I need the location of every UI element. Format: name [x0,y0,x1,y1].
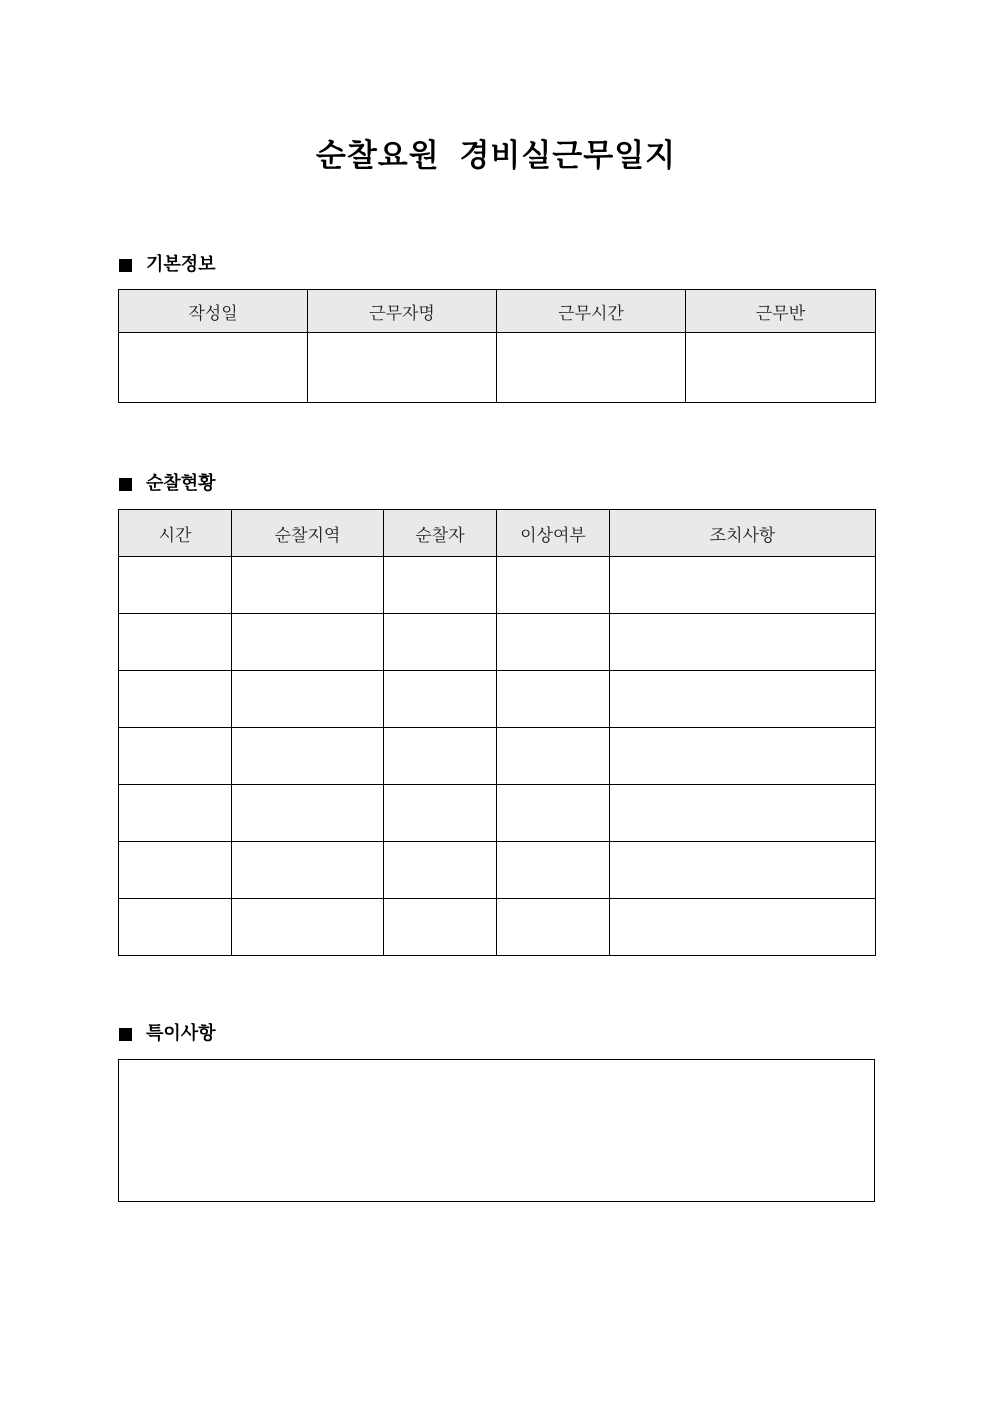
action-taken-cell[interactable] [610,671,876,728]
abnormality-cell[interactable] [497,728,610,785]
column-header-date: 작성일 [119,290,308,333]
time-cell[interactable] [119,614,232,671]
table-row [119,785,876,842]
column-header-abnormality: 이상여부 [497,510,610,557]
table-row [119,333,876,403]
square-bullet-icon [119,478,132,491]
patrol-status-table [118,509,876,956]
table-row [119,671,876,728]
action-taken-cell[interactable] [610,785,876,842]
patroller-cell[interactable] [384,899,497,956]
action-taken-cell[interactable] [610,557,876,614]
time-cell[interactable] [119,899,232,956]
action-taken-cell[interactable] [610,899,876,956]
patroller-cell[interactable] [384,557,497,614]
abnormality-cell[interactable] [497,842,610,899]
patrol-area-cell[interactable] [232,842,384,899]
time-cell[interactable] [119,671,232,728]
time-cell[interactable] [119,728,232,785]
table-row [119,899,876,956]
section-heading-patrol-status [119,472,216,496]
table-row [119,557,876,614]
patroller-cell[interactable] [384,728,497,785]
abnormality-cell[interactable] [497,785,610,842]
time-cell[interactable] [119,842,232,899]
patroller-cell[interactable] [384,842,497,899]
abnormality-cell[interactable] [497,557,610,614]
date-cell[interactable] [119,333,308,403]
square-bullet-icon [119,259,132,272]
patroller-cell[interactable] [384,671,497,728]
patrol-area-cell[interactable] [232,728,384,785]
patrol-area-cell[interactable] [232,614,384,671]
table-row [119,728,876,785]
patrol-area-cell[interactable] [232,671,384,728]
abnormality-cell[interactable] [497,671,610,728]
square-bullet-icon [119,1028,132,1041]
column-header-patroller: 순찰자 [384,510,497,557]
section-heading-basic-info [119,253,216,277]
section-heading-remarks [119,1022,216,1046]
action-taken-cell[interactable] [610,842,876,899]
time-cell[interactable] [119,557,232,614]
patrol-area-cell[interactable] [232,899,384,956]
action-taken-cell[interactable] [610,614,876,671]
table-header-row [119,510,876,557]
column-header-work-hours: 근무시간 [497,290,686,333]
table-row [119,614,876,671]
patrol-area-cell[interactable] [232,785,384,842]
abnormality-cell[interactable] [497,614,610,671]
section-heading-label: 특이사항 [146,1023,216,1044]
column-header-worker-name: 근무자명 [308,290,497,333]
document-title: 순찰요원 경비실근무일지 [315,138,677,174]
section-heading-label: 기본정보 [146,254,216,275]
action-taken-cell[interactable] [610,728,876,785]
section-heading-label: 순찰현황 [146,473,216,494]
column-header-patrol-area: 순찰지역 [232,510,384,557]
table-row [119,842,876,899]
remarks-box[interactable] [118,1059,875,1202]
column-header-action-taken: 조치사항 [610,510,876,557]
worker-name-cell[interactable] [308,333,497,403]
table-header-row [119,290,876,333]
patroller-cell[interactable] [384,614,497,671]
time-cell[interactable] [119,785,232,842]
column-header-time: 시간 [119,510,232,557]
work-hours-cell[interactable] [497,333,686,403]
column-header-shift: 근무반 [686,290,876,333]
basic-info-table [118,289,876,403]
patrol-area-cell[interactable] [232,557,384,614]
shift-cell[interactable] [686,333,876,403]
abnormality-cell[interactable] [497,899,610,956]
patroller-cell[interactable] [384,785,497,842]
